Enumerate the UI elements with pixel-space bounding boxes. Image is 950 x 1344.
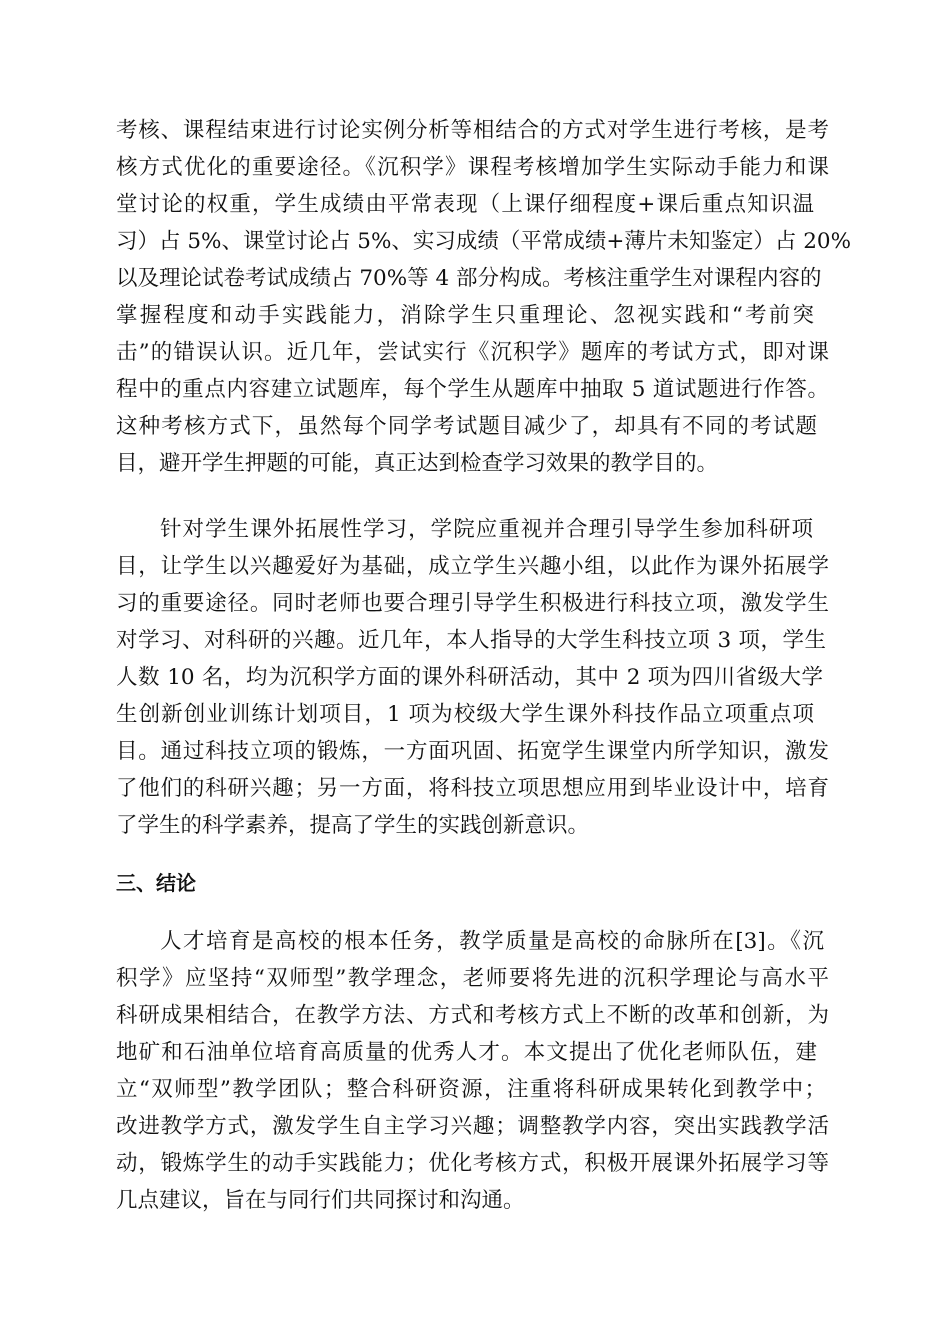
section-heading: 三、结论 <box>116 871 196 895</box>
paragraph-2-line <box>0 696 950 733</box>
text-line: 科研成果相结合，在教学方法、方式和考核方式上不断的改革和创新，为 <box>116 1003 829 1028</box>
text-line: 目，避开学生押题的可能，真正达到检查学习效果的教学目的。 <box>116 451 719 476</box>
paragraph-2-line <box>0 659 950 696</box>
text-line: 人数 10 名，均为沉积学方面的课外科研活动，其中 2 项为四川省级大学 <box>116 665 823 690</box>
paragraph-2-line <box>0 622 950 659</box>
text-line: 积学》应坚持“双师型”教学理念，老师要将先进的沉积学理论与高水平 <box>116 966 829 991</box>
text-line: 人才培育是高校的根本任务，教学质量是高校的命脉所在[3]。《沉 <box>160 929 824 954</box>
text-line: 针对学生课外拓展性学习，学院应重视并合理引导学生参加科研项 <box>160 517 813 542</box>
text-line: 几点建议，旨在与同行们共同探讨和沟通。 <box>116 1188 525 1213</box>
paragraph-1-line <box>0 112 950 149</box>
paragraph-3-line <box>0 997 950 1034</box>
paragraph-2-line <box>0 511 950 548</box>
text-line: 了他们的科研兴趣；另一方面，将科技立项思想应用到毕业设计中，培育 <box>116 776 829 801</box>
paragraph-2-line <box>0 585 950 622</box>
paragraph-1-line <box>0 334 950 371</box>
paragraph-1-line <box>0 186 950 223</box>
text-line: 目。通过科技立项的锻炼，一方面巩固、拓宽学生课堂内所学知识，激发 <box>116 739 829 764</box>
text-line: 目，让学生以兴趣爱好为基础，成立学生兴趣小组，以此作为课外拓展学 <box>116 554 829 579</box>
paragraph-1-line <box>0 223 950 260</box>
text-line: 考核、课程结束进行讨论实例分析等相结合的方式对学生进行考核，是考 <box>116 118 829 143</box>
text-line: 习）占 5%、课堂讨论占 5%、实习成绩（平常成绩+薄片未知鉴定）占 20% <box>116 229 852 254</box>
text-line: 击”的错误认识。近几年，尝试实行《沉积学》题库的考试方式，即对课 <box>116 340 829 365</box>
paragraph-3-line <box>0 1108 950 1145</box>
section-heading-row <box>0 865 950 902</box>
paragraph-1-line <box>0 445 950 482</box>
paragraph-2-line <box>0 770 950 807</box>
text-line: 程中的重点内容建立试题库，每个学生从题库中抽取 5 道试题进行作答。 <box>116 377 829 402</box>
paragraph-3-line <box>0 1182 950 1219</box>
paragraph-1-line <box>0 408 950 445</box>
paragraph-2-line <box>0 548 950 585</box>
paragraph-1-line <box>0 149 950 186</box>
text-line: 堂讨论的权重，学生成绩由平常表现（上课仔细程度+课后重点知识温 <box>116 192 814 217</box>
paragraph-1-line <box>0 260 950 297</box>
text-line: 对学习、对科研的兴趣。近几年，本人指导的大学生科技立项 3 项，学生 <box>116 628 826 653</box>
paragraph-3-line <box>0 1145 950 1182</box>
paragraph-3-line <box>0 960 950 997</box>
text-line: 习的重要途径。同时老师也要合理引导学生积极进行科技立项，激发学生 <box>116 591 829 616</box>
paragraph-2-line <box>0 807 950 844</box>
text-line: 核方式优化的重要途径。《沉积学》课程考核增加学生实际动手能力和课 <box>116 155 829 180</box>
text-line: 地矿和石油单位培育高质量的优秀人才。本文提出了优化老师队伍，建 <box>116 1040 817 1065</box>
paragraph-3-line <box>0 923 950 960</box>
paragraph-1-line <box>0 371 950 408</box>
paragraph-1-line <box>0 297 950 334</box>
text-line: 了学生的科学素养，提高了学生的实践创新意识。 <box>116 813 590 838</box>
paragraph-2-line <box>0 733 950 770</box>
paragraph-3-line <box>0 1071 950 1108</box>
text-line: 改进教学方式，激发学生自主学习兴趣；调整教学内容，突出实践教学活 <box>116 1114 829 1139</box>
text-line: 以及理论试卷考试成绩占 70%等 4 部分构成。考核注重学生对课程内容的 <box>116 266 822 291</box>
text-line: 立“双师型”教学团队；整合科研资源，注重将科研成果转化到教学中； <box>116 1077 826 1102</box>
text-line: 掌握程度和动手实践能力，消除学生只重理论、忽视实践和“考前突 <box>116 303 814 328</box>
text-line: 这种考核方式下，虽然每个同学考试题目减少了，却具有不同的考试题 <box>116 414 817 439</box>
text-line: 生创新创业训练计划项目，1 项为校级大学生课外科技作品立项重点项 <box>116 702 814 727</box>
paragraph-3-line <box>0 1034 950 1071</box>
text-line: 动，锻炼学生的动手实践能力；优化考核方式，积极开展课外拓展学习等 <box>116 1151 829 1176</box>
